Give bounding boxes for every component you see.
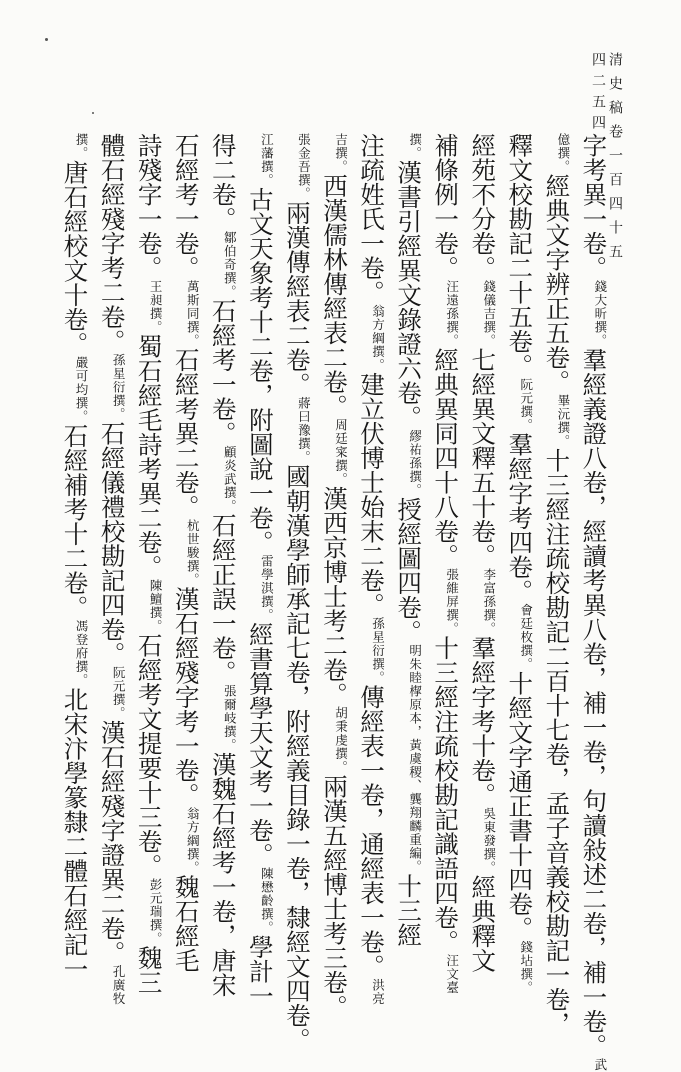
book-entry: 授經圖四卷。 bbox=[394, 497, 424, 644]
text-column bbox=[431, 133, 465, 995]
author-annotation: 會廷枚撰。 bbox=[518, 603, 534, 671]
book-entry: 蜀石經毛詩考異二卷。 bbox=[134, 334, 164, 579]
author-annotation: 孫星衍撰。 bbox=[111, 353, 127, 421]
book-entry: 漢西京博士考二卷。 bbox=[319, 486, 349, 707]
author-annotation: 阮元撰。 bbox=[518, 378, 534, 432]
print-speck bbox=[45, 38, 48, 41]
book-entry: 兩漢傳經表二卷。 bbox=[282, 200, 312, 397]
book-entry: 十三經 bbox=[394, 873, 424, 947]
text-column bbox=[97, 133, 131, 1006]
author-annotation: 江藩撰。 bbox=[259, 133, 275, 187]
author-annotation: 錢大昕撰。 bbox=[592, 280, 608, 348]
book-entry: 石經考一卷。 bbox=[171, 133, 201, 280]
book-entry: 經書算學天文考一卷。 bbox=[245, 622, 275, 867]
text-column bbox=[357, 133, 391, 1006]
book-entry: 石經儀禮校勘記四卷。 bbox=[97, 421, 127, 666]
author-annotation: 馮登府撰。 bbox=[74, 619, 89, 687]
book-entry: 石經補考十二卷。 bbox=[60, 423, 90, 620]
text-column bbox=[394, 133, 428, 973]
running-header-title: 清史稿卷一百四十五 bbox=[607, 52, 623, 268]
author-annotation: 洪亮 bbox=[370, 978, 386, 1006]
text-column bbox=[60, 133, 94, 981]
text-column bbox=[319, 133, 353, 1019]
author-annotation: 張爾岐撰。 bbox=[222, 684, 238, 752]
author-annotation: 畢沅撰。 bbox=[555, 394, 571, 448]
author-annotation: 萬斯同撰。 bbox=[185, 280, 201, 348]
book-entry: 北宋汴學篆隸二體石經記一 bbox=[60, 687, 90, 981]
book-entry: 兩漢五經博士考三卷。 bbox=[319, 774, 349, 1019]
book-entry: 石經考一卷。 bbox=[208, 298, 238, 446]
text-column bbox=[505, 133, 539, 995]
author-annotation: 翁方綱撰。 bbox=[185, 807, 201, 875]
text-column bbox=[245, 133, 279, 1008]
author-annotation: 錢坫撰。 bbox=[518, 940, 534, 995]
book-entry: 傳經表一卷，通經表一卷。 bbox=[357, 684, 386, 979]
book-entry: 古文天象考十二卷，附圖說一卷。 bbox=[245, 187, 275, 555]
book-entry: 經典釋文 bbox=[468, 874, 498, 973]
author-annotation: 陳鱣撰。 bbox=[148, 579, 164, 633]
text-column bbox=[208, 133, 242, 997]
book-entry: 石經考文提要十三卷。 bbox=[134, 633, 164, 878]
author-annotation: 錢儀吉撰。 bbox=[481, 280, 497, 348]
book-entry: 字考異一卷。 bbox=[579, 133, 609, 280]
book-entry: 建立伏博士始末二卷。 bbox=[357, 372, 386, 617]
book-entry: 釋文校勘記二十五卷。 bbox=[505, 133, 535, 378]
author-annotation: 周廷寀撰。 bbox=[333, 418, 349, 486]
book-entry: 學計一 bbox=[245, 934, 275, 1008]
author-annotation: 蔣曰豫撰。 bbox=[296, 396, 312, 464]
author-annotation: 撰。 bbox=[407, 133, 423, 160]
author-annotation: 億撰。 bbox=[555, 133, 571, 174]
author-annotation: 顧炎武撰。 bbox=[222, 445, 238, 513]
book-entry: 得二卷。 bbox=[208, 133, 238, 231]
author-annotation: 王昶撰。 bbox=[148, 280, 164, 334]
book-entry: 魏石經毛 bbox=[171, 874, 201, 973]
author-annotation: 鄒伯奇撰。 bbox=[222, 231, 238, 299]
author-annotation: 張維屏撰。 bbox=[444, 568, 460, 636]
book-entry: 七經異文釋五十卷。 bbox=[468, 347, 498, 568]
print-speck bbox=[92, 112, 94, 114]
author-annotation: 陳懋齡撰。 bbox=[259, 867, 275, 935]
book-entry: 十三經注疏校勘記二百十七卷，孟子音義校勘記一卷， bbox=[542, 448, 572, 1036]
book-entry: 經典文字辨正五卷。 bbox=[542, 173, 572, 394]
book-entry: 西漢儒林傳經表二卷。 bbox=[319, 173, 349, 419]
text-column bbox=[171, 133, 205, 973]
book-entry: 羣經字考十卷。 bbox=[468, 635, 498, 807]
author-annotation: 胡秉虔撰。 bbox=[333, 706, 349, 774]
vertical-text-body bbox=[60, 133, 613, 1072]
book-entry: 石經正誤一卷。 bbox=[208, 513, 238, 685]
book-entry: 注疏姓氏一卷。 bbox=[357, 133, 386, 305]
book-entry: 補條例一卷。 bbox=[431, 133, 461, 280]
book-entry: 羣經義證八卷，經讀考異八卷，補一卷，句讀敍述二卷，補一卷。 bbox=[579, 347, 609, 1058]
text-column bbox=[468, 133, 502, 973]
book-entry: 經苑不分卷。 bbox=[468, 133, 498, 280]
author-annotation: 吳東發撰。 bbox=[481, 807, 497, 875]
book-entry: 十經文字通正書十四卷。 bbox=[505, 671, 535, 941]
author-annotation: 汪文臺 bbox=[444, 954, 460, 995]
author-annotation: 阮元撰。 bbox=[111, 666, 127, 720]
text-column bbox=[282, 133, 316, 1052]
author-annotation: 彭元瑞撰。 bbox=[148, 878, 164, 946]
author-annotation: 翁方綱撰。 bbox=[370, 304, 386, 372]
author-annotation: 李富孫撰。 bbox=[481, 568, 497, 636]
book-entry: 詩殘字一卷。 bbox=[134, 133, 164, 280]
author-annotation: 杭世駿撰。 bbox=[185, 519, 201, 587]
book-entry: 經典異同四十八卷。 bbox=[431, 347, 461, 568]
book-entry: 羣經字考四卷。 bbox=[505, 432, 535, 604]
book-entry: 漢石經殘字證異二卷。 bbox=[97, 720, 127, 965]
author-annotation: 明朱睦㮮原本，黃虞稷、龔翔麟重編。 bbox=[407, 644, 423, 874]
author-annotation: 嚴可均撰。 bbox=[74, 356, 89, 424]
book-entry: 魏三 bbox=[134, 945, 164, 995]
text-column bbox=[579, 133, 613, 1072]
author-annotation: 張金吾撰。 bbox=[296, 133, 312, 201]
author-annotation: 雷學淇撰。 bbox=[259, 554, 275, 622]
author-annotation: 撰。 bbox=[74, 133, 89, 160]
book-entry: 漢書引經異文錄證六卷。 bbox=[394, 160, 424, 430]
book-entry: 十三經注疏校勘記識語四卷。 bbox=[431, 635, 461, 954]
author-annotation: 孫星衍撰。 bbox=[370, 617, 386, 685]
book-entry: 體石經殘字考二卷。 bbox=[97, 133, 127, 354]
book-entry: 唐石經校文十卷。 bbox=[60, 160, 90, 356]
text-column bbox=[542, 133, 576, 1036]
book-entry: 石經考異二卷。 bbox=[171, 347, 201, 519]
author-annotation: 孔廣牧 bbox=[111, 965, 127, 1006]
author-annotation: 吉撰。 bbox=[333, 133, 349, 174]
author-annotation: 繆祐孫撰。 bbox=[407, 429, 423, 497]
text-column bbox=[134, 133, 168, 995]
book-entry: 漢魏石經考一卷，唐宋 bbox=[208, 752, 238, 997]
book-entry: 國朝漢學師承記七卷，附經義目錄一卷，隸經文四卷。 bbox=[282, 464, 312, 1052]
book-entry: 漢石經殘字考一卷。 bbox=[171, 586, 201, 807]
author-annotation: 武 bbox=[592, 1058, 608, 1072]
page-number: 四二五四 bbox=[590, 52, 606, 136]
author-annotation: 汪遠孫撰。 bbox=[444, 280, 460, 348]
